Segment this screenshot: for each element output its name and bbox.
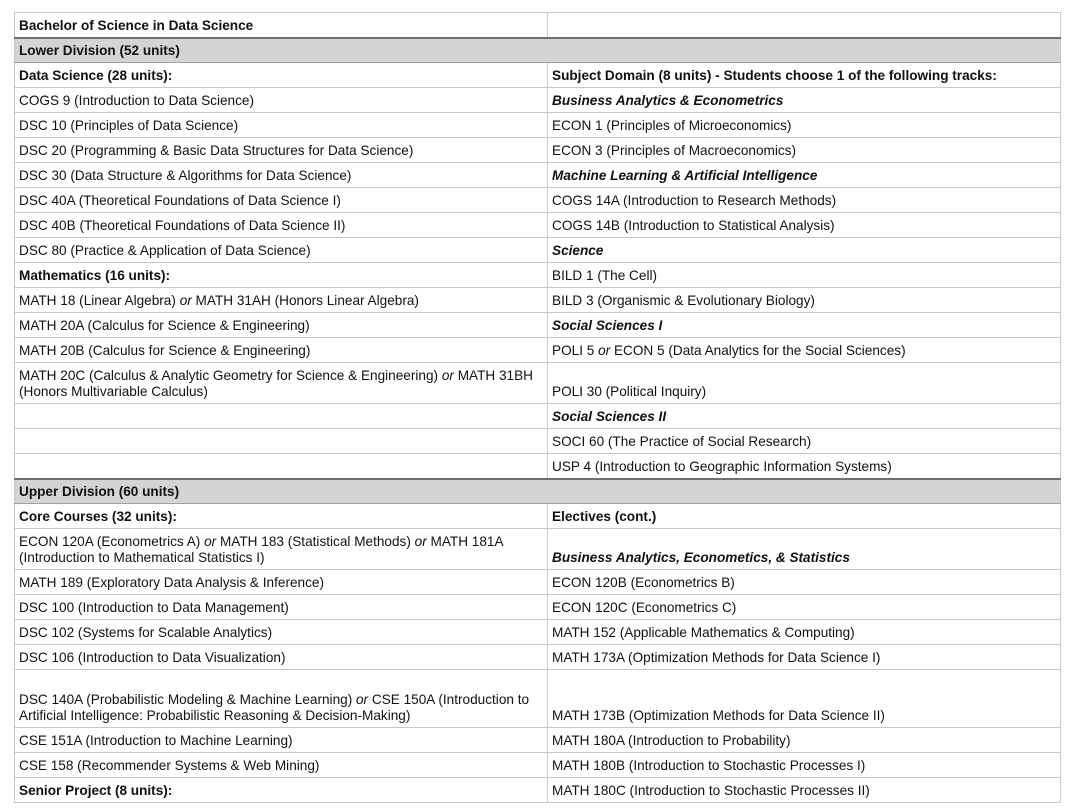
- table-row: [15, 753, 1061, 778]
- table-row: [15, 163, 1061, 188]
- course-cell: USP 4 (Introduction to Geographic Information Systems): [548, 454, 1061, 479]
- degree-requirements-table: [14, 12, 1061, 803]
- group-header-subject-domain: Subject Domain (8 units) - Students choose 1 of the following tracks:: [548, 63, 1061, 88]
- or-connector: or: [441, 368, 454, 383]
- table-row: [15, 670, 1061, 728]
- course-cell: [15, 670, 548, 728]
- course-text: MATH 18 (Linear Algebra): [19, 293, 180, 308]
- course-cell: DSC 10 (Principles of Data Science): [15, 113, 548, 138]
- course-cell: COGS 9 (Introduction to Data Science): [15, 88, 548, 113]
- course-cell: MATH 189 (Exploratory Data Analysis & Inference): [15, 570, 548, 595]
- table-row: [15, 338, 1061, 363]
- course-cell: DSC 102 (Systems for Scalable Analytics): [15, 620, 548, 645]
- table-row: [15, 88, 1061, 113]
- empty-cell: [15, 429, 548, 454]
- course-text: MATH 20C (Calculus & Analytic Geometry for Science & Engineering): [19, 368, 442, 383]
- table-row: [15, 620, 1061, 645]
- group-header-data-science: Data Science (28 units):: [15, 63, 548, 88]
- course-cell: [15, 363, 548, 404]
- table-row: [15, 429, 1061, 454]
- group-header-electives: Electives (cont.): [548, 504, 1061, 529]
- group-header-senior-project: Senior Project (8 units):: [15, 778, 548, 803]
- course-cell: COGS 14A (Introduction to Research Methods): [548, 188, 1061, 213]
- course-cell: [15, 529, 548, 570]
- course-cell: ECON 1 (Principles of Microeconomics): [548, 113, 1061, 138]
- course-cell: DSC 100 (Introduction to Data Management): [15, 595, 548, 620]
- course-text: DSC 140A (Probabilistic Modeling & Machine Learning): [19, 692, 356, 707]
- table-row: [15, 63, 1061, 88]
- course-cell: ECON 120B (Econometrics B): [548, 570, 1061, 595]
- or-connector: or: [356, 692, 369, 707]
- track-heading: Business Analytics, Econometics, & Statistics: [548, 529, 1061, 570]
- course-cell: BILD 3 (Organismic & Evolutionary Biology): [548, 288, 1061, 313]
- table-row: [15, 363, 1061, 404]
- or-connector: or: [414, 534, 427, 549]
- course-cell: ECON 3 (Principles of Macroeconomics): [548, 138, 1061, 163]
- course-text: MATH 31BH (Honors Multivariable Calculus): [19, 368, 533, 399]
- course-text: MATH 31AH (Honors Linear Algebra): [191, 293, 419, 308]
- empty-cell: [15, 454, 548, 479]
- table-row: [15, 570, 1061, 595]
- table-row: [15, 595, 1061, 620]
- course-cell: POLI 30 (Political Inquiry): [548, 363, 1061, 404]
- table-row: [15, 778, 1061, 803]
- empty-cell: [15, 404, 548, 429]
- course-text: POLI 5: [552, 343, 599, 358]
- table-row: [15, 113, 1061, 138]
- course-cell: CSE 151A (Introduction to Machine Learning): [15, 728, 548, 753]
- upper-division-heading: Upper Division (60 units): [15, 479, 1061, 504]
- track-heading: Social Sciences I: [548, 313, 1061, 338]
- table-row: [15, 238, 1061, 263]
- course-cell: MATH 20A (Calculus for Science & Engineering): [15, 313, 548, 338]
- table-row: [15, 313, 1061, 338]
- course-cell: MATH 20B (Calculus for Science & Engineering): [15, 338, 548, 363]
- table-row: [15, 188, 1061, 213]
- course-cell: MATH 180B (Introduction to Stochastic Processes I): [548, 753, 1061, 778]
- section-header-row: [15, 479, 1061, 504]
- course-cell: DSC 40B (Theoretical Foundations of Data Science II): [15, 213, 548, 238]
- document-title: Bachelor of Science in Data Science: [15, 13, 548, 38]
- table-row: [15, 404, 1061, 429]
- or-connector: or: [179, 293, 192, 308]
- course-cell: MATH 152 (Applicable Mathematics & Computing): [548, 620, 1061, 645]
- course-text: CSE 150A (Introduction to Artificial Intelligence: Probabilistic Reasoning & Decision-Making): [19, 692, 530, 723]
- course-cell: DSC 30 (Data Structure & Algorithms for Data Science): [15, 163, 548, 188]
- course-text: ECON 120A (Econometrics A): [19, 534, 205, 549]
- course-cell: [15, 288, 548, 313]
- or-connector: or: [598, 343, 611, 358]
- course-cell: DSC 80 (Practice & Application of Data Science): [15, 238, 548, 263]
- empty-cell: [548, 13, 1061, 38]
- course-cell: ECON 120C (Econometrics C): [548, 595, 1061, 620]
- course-cell: MATH 173B (Optimization Methods for Data Science II): [548, 670, 1061, 728]
- course-cell: MATH 180C (Introduction to Stochastic Processes II): [548, 778, 1061, 803]
- table-row: [15, 529, 1061, 570]
- course-cell: SOCI 60 (The Practice of Social Research): [548, 429, 1061, 454]
- table-row: [15, 263, 1061, 288]
- course-cell: BILD 1 (The Cell): [548, 263, 1061, 288]
- table-row: [15, 645, 1061, 670]
- table-row: [15, 138, 1061, 163]
- track-heading: Social Sciences II: [548, 404, 1061, 429]
- course-text: ECON 5 (Data Analytics for the Social Sciences): [610, 343, 906, 358]
- track-heading: Business Analytics & Econometrics: [548, 88, 1061, 113]
- table-row: [15, 454, 1061, 479]
- table-row: [15, 288, 1061, 313]
- table-row: [15, 504, 1061, 529]
- course-cell: MATH 173A (Optimization Methods for Data Science I): [548, 645, 1061, 670]
- course-cell: CSE 158 (Recommender Systems & Web Mining): [15, 753, 548, 778]
- course-cell: MATH 180A (Introduction to Probability): [548, 728, 1061, 753]
- course-cell: COGS 14B (Introduction to Statistical Analysis): [548, 213, 1061, 238]
- group-header-core-courses: Core Courses (32 units):: [15, 504, 548, 529]
- course-cell: DSC 20 (Programming & Basic Data Structures for Data Science): [15, 138, 548, 163]
- title-row: [15, 13, 1061, 38]
- group-header-mathematics: Mathematics (16 units):: [15, 263, 548, 288]
- course-cell: DSC 106 (Introduction to Data Visualization): [15, 645, 548, 670]
- course-text: MATH 181A (Introduction to Mathematical Statistics I): [19, 534, 503, 565]
- or-connector: or: [204, 534, 217, 549]
- course-cell: DSC 40A (Theoretical Foundations of Data Science I): [15, 188, 548, 213]
- section-header-row: [15, 38, 1061, 63]
- course-cell: [548, 338, 1061, 363]
- track-heading: Science: [548, 238, 1061, 263]
- table-row: [15, 213, 1061, 238]
- course-text: MATH 183 (Statistical Methods): [216, 534, 415, 549]
- lower-division-heading: Lower Division (52 units): [15, 38, 1061, 63]
- track-heading: Machine Learning & Artificial Intelligence: [548, 163, 1061, 188]
- table-row: [15, 728, 1061, 753]
